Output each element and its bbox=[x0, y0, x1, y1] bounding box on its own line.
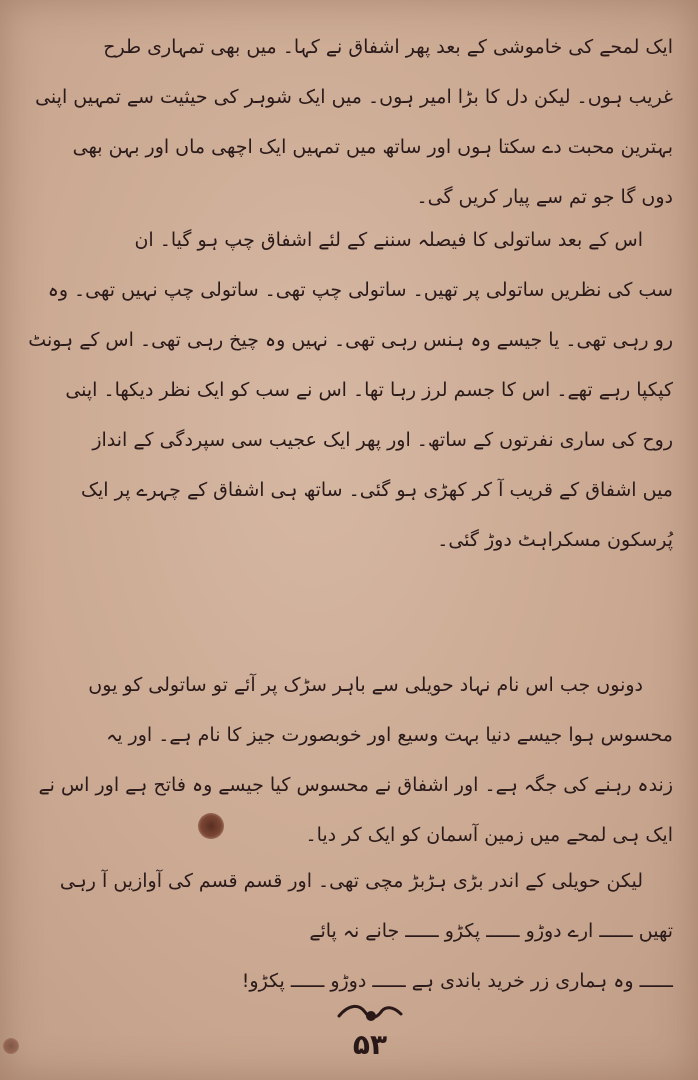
paragraph-2 bbox=[28, 215, 673, 565]
text-line: تھیں ــــــ ارے دوڑو ــــــ پکڑو ــــــ جانے نہ پائے bbox=[309, 920, 673, 942]
text-line: پُرسکون مسکراہٹ دوڑ گئی۔ bbox=[437, 529, 673, 551]
text-line: سب کی نظریں ساتولی پر تھیں۔ ساتولی چپ تھی۔ ساتولی چپ نہیں تھی۔ وہ bbox=[47, 279, 673, 301]
text-line: ایک لمحے کی خاموشی کے بعد پھر اشفاق نے کہا۔ میں بھی تمہاری طرح bbox=[103, 36, 673, 58]
text-line: دوں گا جو تم سے پیار کریں گی۔ bbox=[416, 186, 673, 208]
text-line: میں اشفاق کے قریب آ کر کھڑی ہو گئی۔ ساتھ ہی اشفاق کے چہرے پر ایک bbox=[81, 479, 673, 501]
text-line: غریب ہوں۔ لیکن دل کا بڑا امیر ہوں۔ میں ایک شوہر کی حیثیت سے تمہیں اپنی bbox=[35, 86, 673, 108]
text-line: لیکن حویلی کے اندر بڑی ہڑبڑ مچی تھی۔ اور قسم قسم کی آوازیں آ رہی bbox=[59, 870, 643, 892]
text-line: کپکپا رہے تھے۔ اس کا جسم لرز رہا تھا۔ اس نے سب کو ایک نظر دیکھا۔ اپنی bbox=[65, 379, 673, 401]
text-line: دونوں جب اس نام نہاد حویلی سے باہر سڑک پر آئے تو ساتولی کو یوں bbox=[88, 674, 643, 696]
page-number: ۵۳ bbox=[352, 1028, 388, 1061]
text-line: ــــــ وہ ہماری زر خرید باندی ہے ــــــ دوڑو ــــــ پکڑو! bbox=[241, 970, 673, 992]
ornament-icon bbox=[335, 1000, 405, 1024]
text-line: بہترین محبت دے سکتا ہوں اور ساتھ میں تمہیں ایک اچھی ماں اور بہن بھی bbox=[72, 136, 673, 158]
paragraph-3 bbox=[38, 660, 673, 860]
ink-stain-small bbox=[3, 1038, 19, 1054]
text-line: رو رہی تھی۔ یا جیسے وہ ہنس رہی تھی۔ نہیں وہ چیخ رہی تھی۔ اس کے ہونٹ bbox=[28, 329, 673, 351]
text-line: زندہ رہنے کی جگہ ہے۔ اور اشفاق نے محسوس کیا جیسے وہ فاتح ہے اور اس نے bbox=[38, 774, 673, 796]
text-line: محسوس ہوا جیسے دنیا بہت وسیع اور خوبصورت جیز کا نام ہے۔ اور یہ bbox=[106, 724, 673, 746]
text-line: ایک ہی لمحے میں زمین آسمان کو ایک کر دیا۔ bbox=[305, 824, 673, 846]
paragraph-4 bbox=[59, 856, 673, 1006]
text-line: اس کے بعد ساتولی کا فیصلہ سننے کے لئے اشفاق چپ ہو گیا۔ ان bbox=[134, 229, 643, 251]
paragraph-1 bbox=[35, 22, 673, 222]
text-line: روح کی ساری نفرتوں کے ساتھ۔ اور پھر ایک عجیب سی سپردگی کے انداز bbox=[92, 429, 673, 451]
